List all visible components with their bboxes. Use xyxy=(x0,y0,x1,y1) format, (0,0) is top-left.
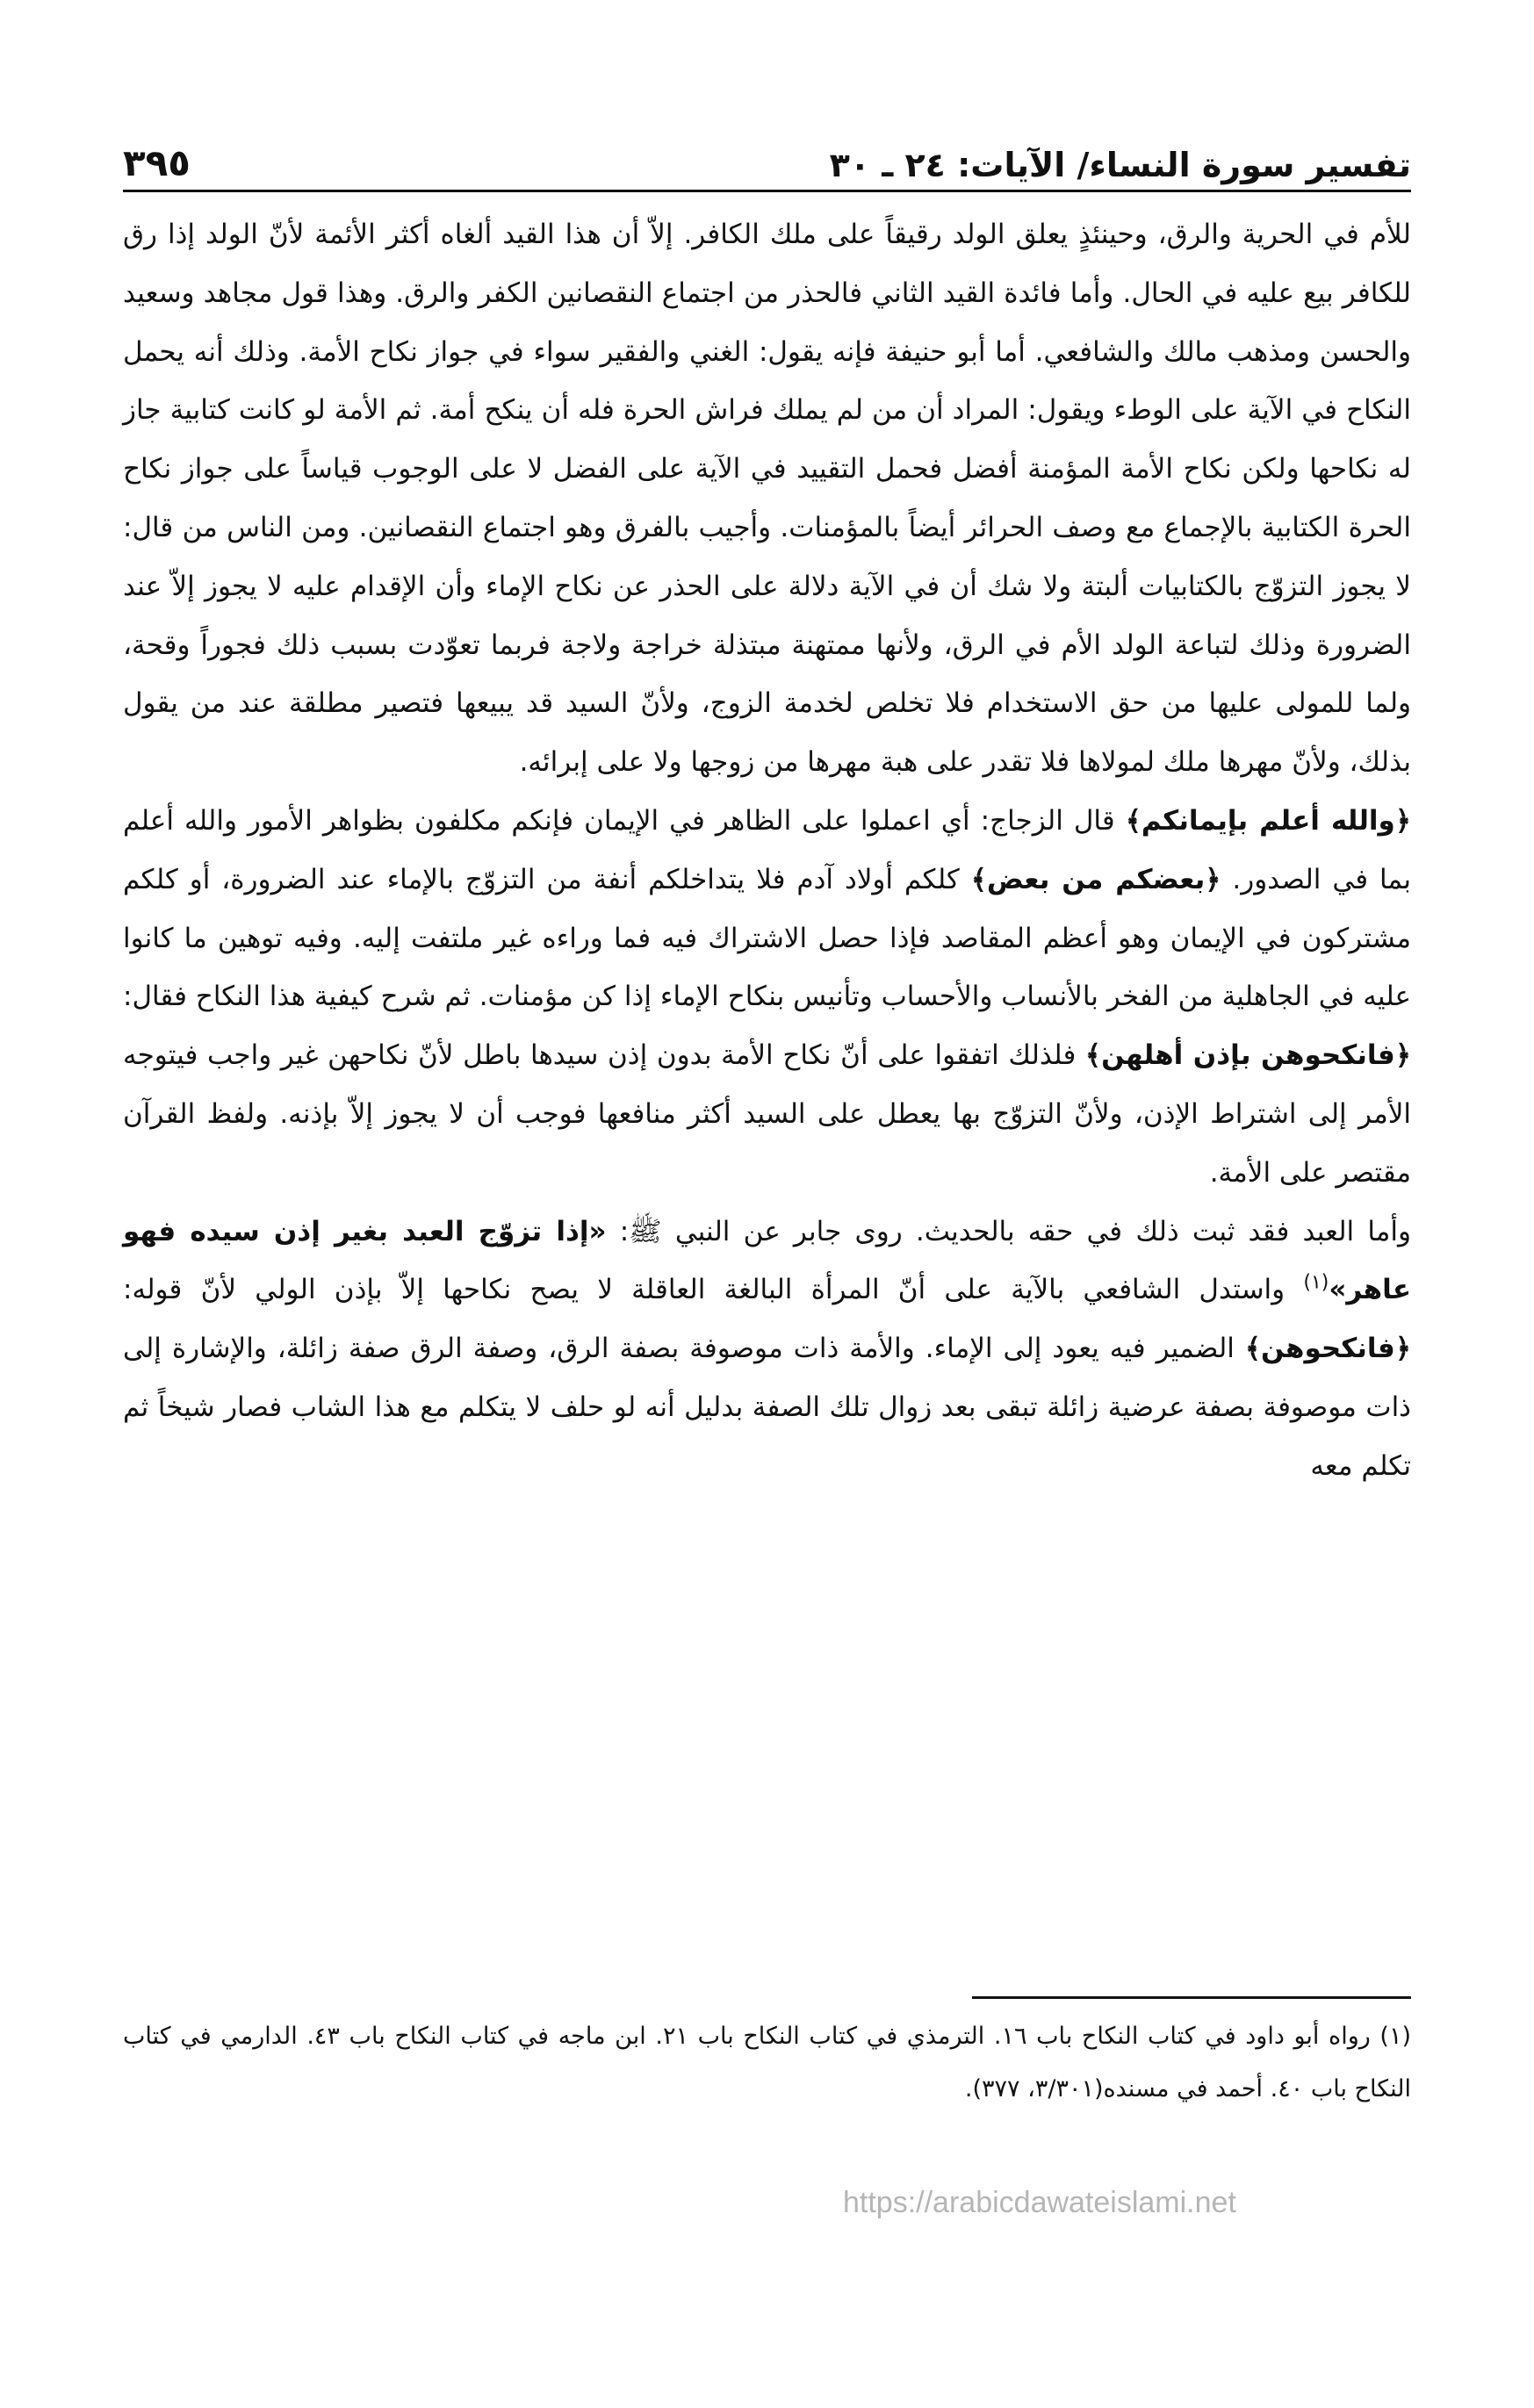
footnote xyxy=(123,2010,1411,2116)
paragraph-2 xyxy=(123,792,1411,1203)
paragraph-1-text: للأم في الحرية والرق، وحينئذٍ يعلق الولد رقيقاً على ملك الكافر. إلاّ أن هذا القيد ألغاه أكثر الأئمة لأنّ الولد إذا رق للكافر بيع عليه في الحال. وأما فائدة القيد الثاني فالحذر من اجتماع النقصانين الكفر والرق. وهذا قول مجاهد وسعيد والحسن ومذهب مالك والشافعي. أما أبو حنيفة فإنه يقول: الغني والفقير سواء في جواز نكاح الأمة. وذلك أنه يحمل النكاح في الآية على الوطء ويقول: المراد أن من لم يملك فراش الحرة فله أن ينكح أمة. ثم الأمة لو كانت كتابية جاز له نكاحها ولكن نكاح الأمة المؤمنة أفضل فحمل التقييد في الآية على الفضل لا على الوجوب قياساً على جواز نكاح الحرة الكتابية بالإجماع مع وصف الحرائر أيضاً بالمؤمنات. وأجيب بالفرق وهو اجتماع النقصانين. ومن الناس من قال: لا يجوز التزوّج بالكتابيات ألبتة ولا شك أن في الآية دلالة على الحذر عن نكاح الإماء وأن الإقدام عليه لا يجوز إلاّ عند الضرورة وذلك لتباعة الولد الأم في الرق، ولأنها ممتهنة مبتذلة خراجة ولاجة فربما تعوّدت بسبب ذلك فجوراً وقحة، ولما للمولى عليها من حق الاستخدام فلا تخلص لخدمة الزوج، ولأنّ السيد قد يبيعها فتصير مطلقة عند من يقول بذلك، ولأنّ مهرها ملك لمولاها فلا تقدر على هبة مهرها من زوجها ولا على إبرائه. xyxy=(123,219,1411,779)
running-header xyxy=(123,123,1411,184)
paragraph-2-text-b: كلكم أولاد آدم فلا يتداخلكم أنفة من التزوّج بالإماء عند الضرورة، أو كلكم مشتركون في الإيمان وهو أعظم المقاصد فإذا حصل الاشتراك فيه فما وراءه غير ملتفت إليه. وفيه توهين ما كانوا عليه في الجاهلية من الفخر بالأنساب والأحساب وتأنيس بنكاح الإماء إذا كن مؤمنات. ثم شرح كيفية هذا النكاح فقال: xyxy=(123,863,1411,1013)
quran-quote: ﴿فانكحوهن بإذن أهلهن﴾ xyxy=(1084,1039,1411,1072)
quran-quote: ﴿بعضكم من بعض﴾ xyxy=(970,863,1221,895)
running-title: تفسير سورة النساء/ الآيات: ٢٤ ـ ٣٠ xyxy=(829,146,1411,184)
quran-quote: ﴿فانكحوهن﴾ xyxy=(1244,1333,1411,1365)
paragraph-2-text-a: قال الزجاج: أي اعملوا على الظاهر في الإيمان فإنكم مكلفون بظواهر الأمور والله أعلم بما في الصدور. xyxy=(123,804,1411,895)
footnote-text: (١) رواه أبو داود في كتاب النكاح باب ١٦. الترمذي في كتاب النكاح باب ٢١. ابن ماجه في كتاب النكاح باب ٤٣. الدارمي في كتاب النكاح باب ٤٠. أحمد في مسنده(٣/٣٠١، ٣٧٧). xyxy=(123,2023,1411,2103)
footnote-divider xyxy=(972,1996,1411,1999)
header-divider xyxy=(123,190,1411,192)
paragraph-2-text-c: فلذلك اتفقوا على أنّ نكاح الأمة بدون إذن سيدها باطل لأنّ نكاحهن غير واجب فيتوجه الأمر إلى اشتراط الإذن، ولأنّ التزوّج بها يعطل على السيد أكثر منافعها فوجب أن لا يجوز إلاّ بإذنه. ولفظ القرآن مقتصر على الأمة. xyxy=(123,1039,1411,1189)
paragraph-1 xyxy=(123,205,1411,792)
watermark: https://arabicdawateislami.net xyxy=(843,2186,1236,2219)
hadith-quote: «إذا تزوّج العبد بغير إذن سيده فهو عاهر» xyxy=(123,1215,1411,1306)
quran-quote: ﴿والله أعلم بإيمانكم﴾ xyxy=(1125,804,1411,837)
main-text xyxy=(123,205,1411,1496)
paragraph-3-text-a: وأما العبد فقد ثبت ذلك في حقه بالحديث. روى جابر عن النبي ﷺ: xyxy=(606,1215,1411,1247)
page-number: ٣٩٥ xyxy=(123,141,191,184)
footnote-marker: (١) xyxy=(1303,1272,1329,1295)
paragraph-3 xyxy=(123,1203,1411,1496)
paragraph-3-text-c: الضمير فيه يعود إلى الإماء. والأمة ذات موصوفة بصفة الرق، وصفة الرق صفة زائلة، والإشارة إلى ذات موصوفة بصفة عرضية زائلة تبقى بعد زوال تلك الصفة بدليل أنه لو حلف لا يتكلم مع هذا الشاب فصار شيخاً ثم تكلم معه xyxy=(123,1333,1411,1482)
paragraph-3-text-b: واستدل الشافعي بالآية على أنّ المرأة البالغة العاقلة لا يصح نكاحها إلاّ بإذن الولي لأنّ قوله: xyxy=(123,1274,1304,1306)
